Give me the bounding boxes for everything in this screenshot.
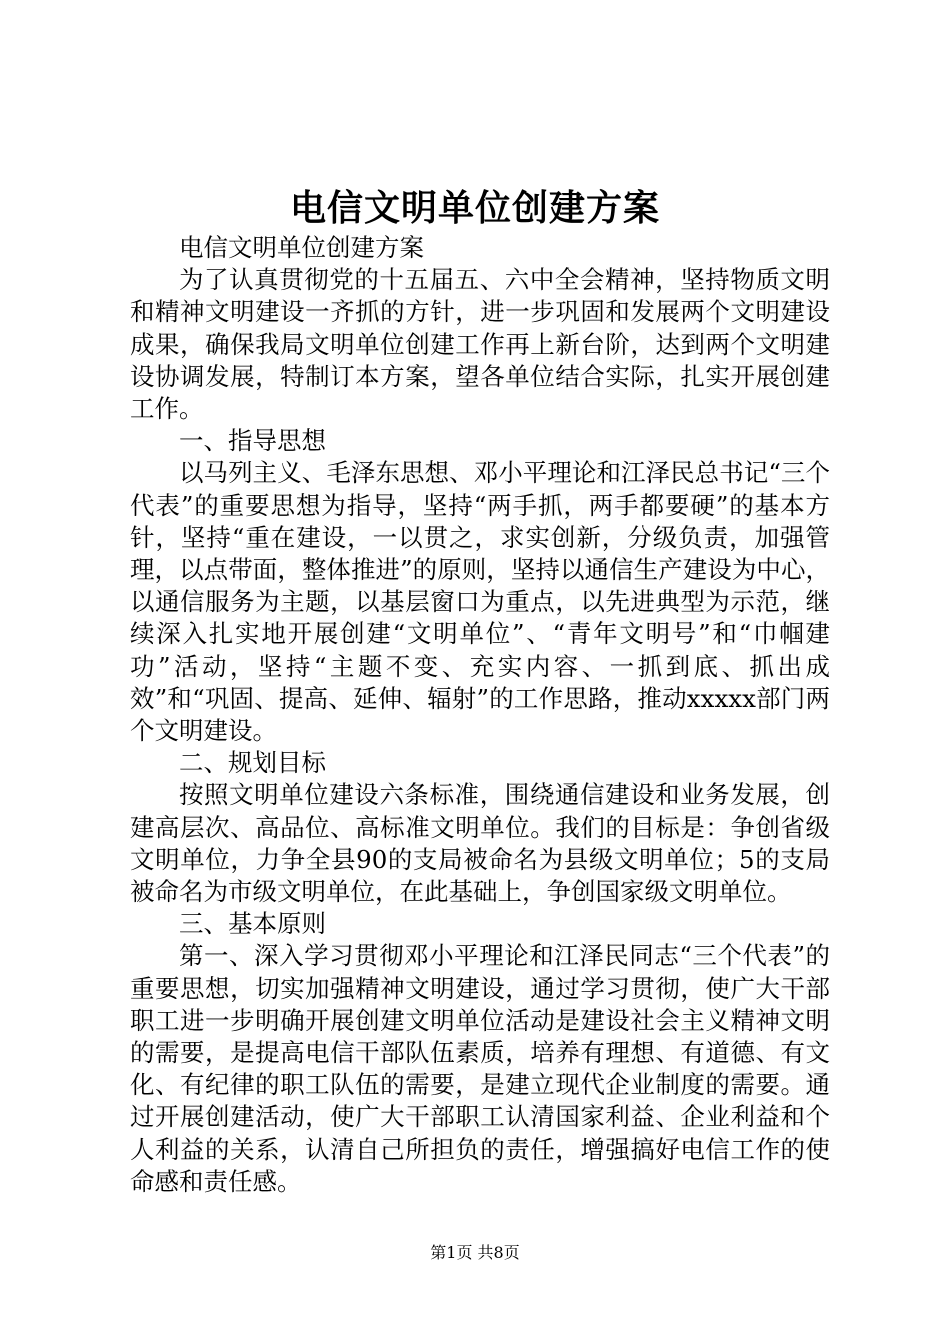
paragraph-basic-principles: 第一、深入学习贯彻邓小平理论和江泽民同志“三个代表”的重要思想，切实加强精神文明建设，通过学习贯彻，使广大干部职工进一步明确开展创建文明单位活动是建设社会主义精神文明的需要，是提高电信干部队伍素质，培养有理想、有道德、有文化、有纪律的职工队伍的需要，是建立现代企业制度的需要。通过开展创建活动，使广大干部职工认清国家利益、企业利益和个人利益的关系，认清自己所担负的责任，增强搞好电信工作的使命感和责任感。	[130, 941, 830, 1196]
section-heading-basic-principles: 三、基本原则	[179, 909, 326, 939]
paragraph-subtitle: 电信文明单位创建方案	[179, 233, 424, 262]
document-body	[130, 232, 830, 1198]
document-title: 电信文明单位创建方案	[289, 187, 660, 229]
section-heading-planning-goals: 二、规划目标	[179, 748, 326, 778]
paragraph-planning-goals: 按照文明单位建设六条标准，围绕通信建设和业务发展，创建高层次、高品位、高标准文明单位。我们的目标是：争创省级文明单位，力争全县90的支局被命名为县级文明单位；5的支局被命名为市级文明单位，在此基础上，争创国家级文明单位。	[130, 780, 830, 907]
paragraph-guiding-thought: 以马列主义、毛泽东思想、邓小平理论和江泽民总书记“三个代表”的重要思想为指导，坚持“两手抓，两手都要硬”的基本方针，坚持“重在建设，一以贯之，求实创新，分级负责，加强管理，以点带面，整体推进”的原则，坚持以通信生产建设为中心，以通信服务为主题，以基层窗口为重点，以先进典型为示范，继续深入扎实地开展创建“文明单位”、“青年文明号”和“巾帼建功”活动，坚持“主题不变、充实内容、一抓到底、抓出成效”和“巩固、提高、延伸、辐射”的工作思路，推动xxxxx部门两个文明建设。	[130, 458, 830, 746]
page-number-footer: 第1页 共8页	[430, 1243, 520, 1262]
section-heading-guiding-thought: 一、指导思想	[179, 426, 326, 456]
paragraph-intro: 为了认真贯彻党的十五届五、六中全会精神，坚持物质文明和精神文明建设一齐抓的方针，进一步巩固和发展两个文明建设成果，确保我局文明单位创建工作再上新台阶，达到两个文明建设协调发展，特制订本方案，望各单位结合实际，扎实开展创建工作。	[130, 265, 830, 424]
